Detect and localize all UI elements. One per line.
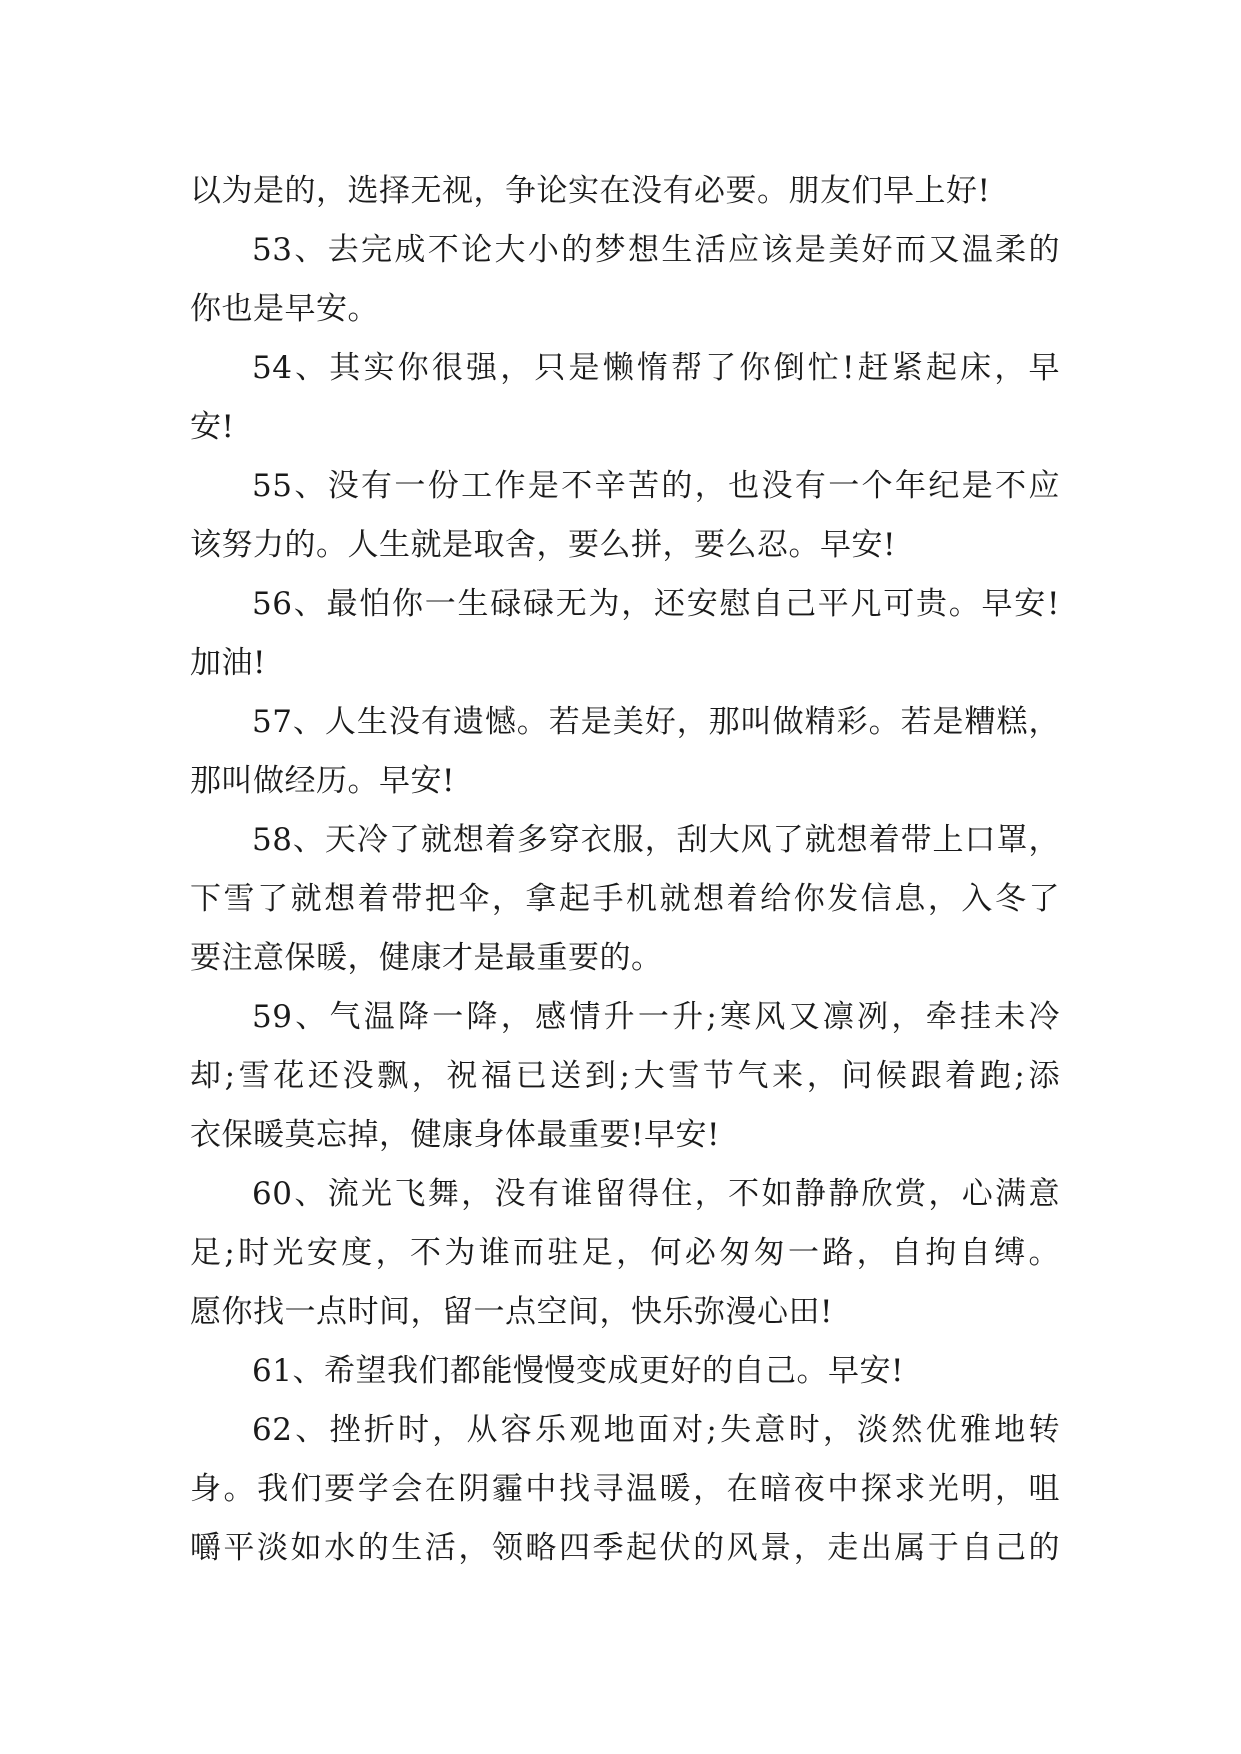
paragraph-line: 55、没有一份工作是不辛苦的，也没有一个年纪是不应 xyxy=(252,468,1060,504)
paragraph-line: 以为是的，选择无视，争论实在没有必要。朋友们早上好! xyxy=(190,173,991,209)
paragraph-line: 56、最怕你一生碌碌无为，还安慰自己平凡可贵。早安! xyxy=(252,586,1060,622)
paragraph-line: 该努力的。人生就是取舍，要么拼，要么忍。早安! xyxy=(190,527,896,563)
paragraph-line: 安! xyxy=(190,409,235,445)
paragraph-line: 你也是早安。 xyxy=(190,291,379,327)
body-text xyxy=(190,162,1060,1578)
paragraph-line: 57、人生没有遗憾。若是美好，那叫做精彩。若是糟糕， xyxy=(252,704,1060,740)
paragraph-line: 54、其实你很强，只是懒惰帮了你倒忙!赶紧起床，早 xyxy=(252,350,1060,386)
paragraph-line: 下雪了就想着带把伞，拿起手机就想着给你发信息，入冬了 xyxy=(190,881,1060,917)
paragraph-line: 53、去完成不论大小的梦想生活应该是美好而又温柔的 xyxy=(252,232,1060,268)
paragraph-line: 却;雪花还没飘，祝福已送到;大雪节气来，问候跟着跑;添 xyxy=(190,1058,1060,1094)
paragraph-line: 足;时光安度，不为谁而驻足，何必匆匆一路，自拘自缚。 xyxy=(190,1235,1060,1271)
paragraph-line: 62、挫折时，从容乐观地面对;失意时，淡然优雅地转 xyxy=(252,1412,1060,1448)
paragraph-line: 那叫做经历。早安! xyxy=(190,763,455,799)
paragraph-line: 59、气温降一降，感情升一升;寒风又凛冽，牵挂未冷 xyxy=(252,999,1060,1035)
paragraph-line: 加油! xyxy=(190,645,266,681)
paragraph-line: 要注意保暖，健康才是最重要的。 xyxy=(190,940,663,976)
paragraph-line: 58、天冷了就想着多穿衣服，刮大风了就想着带上口罩， xyxy=(252,822,1060,858)
paragraph-line: 愿你找一点时间，留一点空间，快乐弥漫心田! xyxy=(190,1294,833,1330)
paragraph-line: 身。我们要学会在阴霾中找寻温暖，在暗夜中探求光明，咀 xyxy=(190,1471,1060,1507)
paragraph-line: 60、流光飞舞，没有谁留得住，不如静静欣赏，心满意 xyxy=(252,1176,1060,1212)
paragraph-line: 衣保暖莫忘掉，健康身体最重要!早安! xyxy=(190,1117,720,1153)
paragraph-line: 61、希望我们都能慢慢变成更好的自己。早安! xyxy=(252,1353,904,1389)
paragraph-line: 嚼平淡如水的生活，领略四季起伏的风景，走出属于自己的 xyxy=(190,1530,1060,1566)
